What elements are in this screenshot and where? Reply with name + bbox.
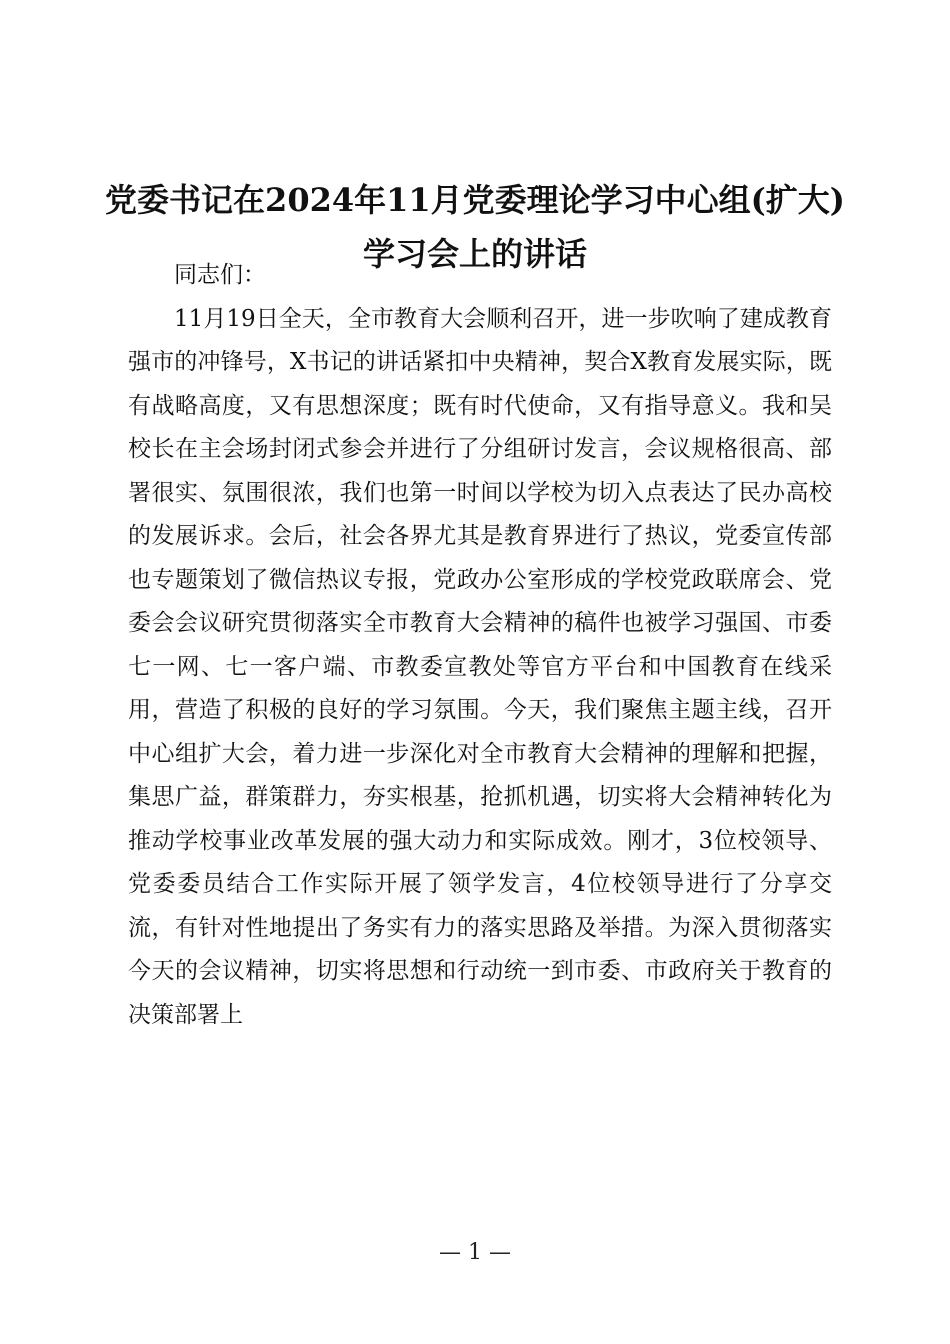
page-number: — 1 —	[439, 1240, 511, 1265]
document-title: 党委书记在2024年11月党委理论学习中心组(扩大)学习会上的讲话	[105, 181, 845, 273]
salutation: 同志们：	[174, 262, 266, 288]
body-paragraph: 11月19日全天，全市教育大会顺利召开，进一步吹响了建成教育强市的冲锋号，X书记的讲话紧扣中央精神，契合X教育发展实际，既有战略高度，又有思想深度；既有时代使命，又有指导意义。我和吴校长在主会场封闭式参会并进行了分组研讨发言，会议规格很高、部署很实、氛围很浓，我们也第一时间以学校为切入点表达了民办高校的发展诉求。会后，社会各界尤其是教育界进行了热议，党委宣传部也专题策划了微信热议专报，党政办公室形成的学校党政联席会、党委会会议研究贯彻落实全市教育大会精神的稿件也被学习强国、市委七一网、七一客户端、市教委宣教处等官方平台和中国教育在线采用，营造了积极的良好的学习氛围。今天，我们聚焦主题主线，召开中心组扩大会，着力进一步深化对全市教育大会精神的理解和把握，集思广益，群策群力，夯实根基，抢抓机遇，切实将大会精神转化为推动学校事业改革发展的强大动力和实际成效。刚才，3位校领导、党委委员结合工作实际开展了领学发言，4位校领导进行了分享交流，有针对性地提出了务实有力的落实思路及举措。为深入贯彻落实今天的会议精神，切实将思想和行动统一到市委、市政府关于教育的决策部署上	[128, 305, 832, 1028]
document-body	[128, 254, 832, 1037]
